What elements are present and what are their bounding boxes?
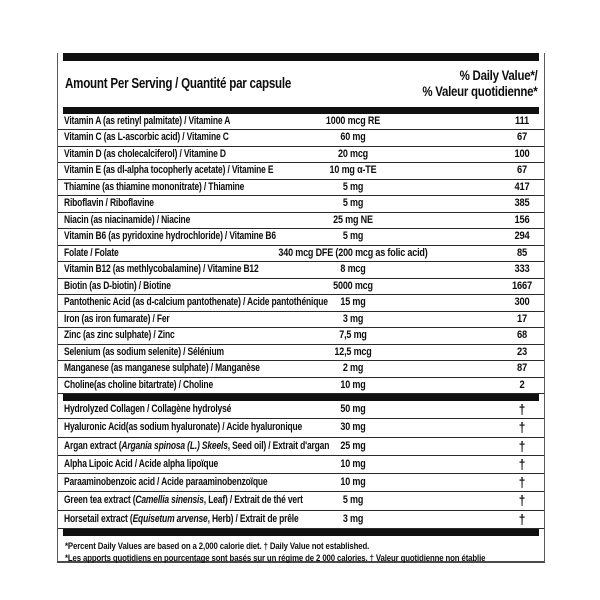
footnotes xyxy=(58,536,544,565)
table-row xyxy=(58,401,544,419)
table-row xyxy=(58,345,544,361)
nutrient-name-text: , Herb) / Extrait de prêle xyxy=(207,512,299,525)
nutrient-amount: 20 mcg xyxy=(337,147,369,160)
table-row xyxy=(58,328,544,344)
nutrient-amount: 5000 mcg xyxy=(333,279,373,292)
nutrient-name xyxy=(64,474,267,491)
nutrient-name xyxy=(64,262,259,277)
nutrient-name xyxy=(64,163,273,178)
nutrient-name xyxy=(64,312,170,327)
nutrient-amount: 1000 mcg RE xyxy=(325,115,381,127)
nutrient-amount: 10 mg xyxy=(340,476,366,489)
nutrient-amount: 10 mg xyxy=(340,378,366,391)
nutrient-daily-value: 68 xyxy=(516,329,528,342)
nutrient-name-text: Vitamin A (as retinyl palmitate) / Vitamine A xyxy=(64,115,231,127)
nutrient-daily-value: 85 xyxy=(516,246,528,259)
nutrient-name-text: Alpha Lipoic Acid / Acide alpha lipoïque xyxy=(64,457,219,470)
nutrient-name xyxy=(64,279,171,294)
daily-value-title xyxy=(422,68,537,100)
nutrient-daily-value: 67 xyxy=(516,131,528,144)
nutrient-name-text: Biotin (as D-biotin) / Biotine xyxy=(64,279,171,292)
nutrient-name-text: Green tea extract ( xyxy=(64,494,136,507)
nutrient-name-text: Vitamin D (as cholecalciferol) / Vitamine D xyxy=(64,147,226,160)
nutrient-name-text: Hyaluronic Acid(as sodium hyaluronate) / Acide hyaluronique xyxy=(64,421,303,434)
nutrient-name-text: Vitamin E (as dl-alpha tocopherly acetate) / Vitamine E xyxy=(64,164,274,177)
nutrient-daily-value: † xyxy=(518,438,526,454)
nutrient-name-text: Folate / Folate xyxy=(64,246,119,259)
nutrient-amount: 3 mg xyxy=(342,312,364,325)
nutrient-name-text: , Seed oil) / Extrait d'argan xyxy=(227,439,330,452)
nutrient-name-latin: Camellia sinensis xyxy=(135,494,204,507)
nutrient-name-text: Choline(as choline bitartrate) / Choline xyxy=(64,378,213,391)
nutrient-amount: 10 mg α-TE xyxy=(329,164,377,177)
nutrient-name xyxy=(64,147,226,162)
nutrient-name-text: Pantothenic Acid (as d-calcium pantothenate) / Acide pantothénique xyxy=(64,296,328,309)
nutrient-daily-value: 300 xyxy=(514,296,530,309)
nutrient-daily-value: 333 xyxy=(514,263,530,276)
nutrient-name-text: Hydrolyzed Collagen / Collagène hydrolysé xyxy=(64,402,232,415)
nutrient-name xyxy=(64,456,218,473)
nutrient-name-text: Argan extract ( xyxy=(64,439,122,452)
daily-value-title-fr: % Valeur quotidienne* xyxy=(421,84,537,99)
nutrient-daily-value: 156 xyxy=(514,213,530,226)
separator-bar-top xyxy=(63,53,539,61)
nutrient-name-text: Vitamin B12 (as methlycobalamine) / Vitamine B12 xyxy=(64,263,259,276)
nutrient-name xyxy=(64,246,119,261)
nutrient-amount: 50 mg xyxy=(340,402,366,415)
nutrient-amount: 60 mg xyxy=(340,131,366,144)
nutrient-name-text: Selenium (as sodium selenite) / Sélénium xyxy=(64,345,224,358)
table-row xyxy=(58,492,544,510)
nutrient-name xyxy=(64,378,213,393)
amount-per-serving-title: Amount Per Serving / Quantité par capsule xyxy=(65,76,292,92)
footnote-fr: *Les apports quotidiens en pourcentage sont basés sur un régime de 2 000 calories. † Valeur quotidienne non établie xyxy=(65,553,486,564)
nutrient-name-text: Zinc (as zinc sulphate) / Zinc xyxy=(64,329,175,342)
table-row xyxy=(58,511,544,529)
nutrient-daily-value: 385 xyxy=(514,197,530,210)
supplement-facts-panel xyxy=(57,53,545,563)
nutrient-rows-extra xyxy=(58,401,544,529)
daily-value-title-en: % Daily Value*/ xyxy=(459,68,537,84)
nutrient-name-text: Horsetail extract ( xyxy=(64,512,133,525)
nutrient-name xyxy=(64,213,190,228)
table-row xyxy=(58,229,544,245)
nutrient-name-text: , Leaf) / Extrait de thé vert xyxy=(203,494,303,507)
table-row xyxy=(58,262,544,278)
nutrient-daily-value: 87 xyxy=(516,362,528,375)
table-row xyxy=(58,213,544,229)
nutrient-amount: 5 mg xyxy=(342,230,364,243)
nutrient-daily-value: 417 xyxy=(514,180,530,193)
nutrient-amount: 12,5 mcg xyxy=(334,345,372,358)
nutrient-name xyxy=(64,345,224,360)
nutrient-name xyxy=(64,401,231,418)
nutrient-name-text: Paraaminobenzoic acid / Acide paraaminobenzoïque xyxy=(64,476,268,489)
nutrient-daily-value: † xyxy=(518,420,526,436)
separator-bar-middle xyxy=(63,394,539,401)
table-row xyxy=(58,196,544,212)
nutrient-name-latin: Argania spinosa (L.) Skeels xyxy=(121,439,228,452)
table-row xyxy=(58,419,544,437)
nutrient-daily-value: 111 xyxy=(515,115,529,127)
nutrient-amount: 5 mg xyxy=(342,197,364,210)
nutrient-amount: 340 mcg DFE (200 mcg as folic acid) xyxy=(278,246,428,259)
nutrient-amount: 25 mg xyxy=(340,439,366,452)
nutrient-amount: 15 mg xyxy=(340,296,366,309)
nutrient-daily-value: † xyxy=(518,475,526,491)
nutrient-name xyxy=(64,130,229,145)
nutrient-name-text: Vitamin B6 (as pyridoxine hydrochloride) / Vitamine B6 xyxy=(64,230,276,243)
table-row xyxy=(58,180,544,196)
nutrient-name xyxy=(64,328,175,343)
nutrient-name-text: Thiamine (as thiamine mononitrate) / Thiamine xyxy=(64,180,245,193)
table-row xyxy=(58,130,544,146)
nutrient-amount: 5 mg xyxy=(342,494,364,507)
nutrient-daily-value: 294 xyxy=(514,230,530,243)
nutrient-name xyxy=(64,180,244,195)
nutrient-daily-value: † xyxy=(518,401,526,417)
nutrient-name-text: Iron (as iron fumarate) / Fer xyxy=(64,312,170,325)
table-row xyxy=(58,295,544,311)
nutrient-amount: 10 mg xyxy=(340,457,366,470)
nutrient-name-text: Vitamin C (as L-ascorbic acid) / Vitamine C xyxy=(64,131,229,144)
table-row xyxy=(58,312,544,328)
nutrient-amount: 8 mcg xyxy=(340,263,366,276)
table-row xyxy=(58,246,544,262)
nutrient-amount: 3 mg xyxy=(342,512,364,525)
nutrient-name xyxy=(64,361,260,376)
nutrient-amount: 7,5 mg xyxy=(339,329,367,342)
nutrient-daily-value: † xyxy=(518,511,526,527)
table-row xyxy=(58,114,544,130)
nutrient-name-latin: Equisetum arvense xyxy=(132,512,208,525)
table-row xyxy=(58,438,544,456)
facts-header xyxy=(58,61,544,107)
table-row xyxy=(58,147,544,163)
separator-bar-header xyxy=(63,107,539,114)
table-row xyxy=(58,456,544,474)
nutrient-daily-value: 1667 xyxy=(511,279,533,292)
table-row xyxy=(58,378,544,394)
nutrient-daily-value: 100 xyxy=(514,147,530,160)
nutrient-daily-value: 2 xyxy=(519,378,525,391)
table-row xyxy=(58,361,544,377)
nutrient-daily-value: 67 xyxy=(516,164,528,177)
nutrient-name xyxy=(64,229,276,244)
table-row xyxy=(58,163,544,179)
footnote-en: *Percent Daily Values are based on a 2,000 calorie diet. † Daily Value not established. xyxy=(65,540,370,551)
nutrient-amount: 25 mg NE xyxy=(333,213,373,226)
nutrient-amount: 30 mg xyxy=(340,421,366,434)
nutrient-name xyxy=(64,196,154,211)
nutrient-amount: 5 mg xyxy=(342,180,364,193)
nutrient-name xyxy=(64,114,230,129)
table-row xyxy=(58,279,544,295)
nutrient-daily-value: 23 xyxy=(516,345,528,358)
nutrient-daily-value: † xyxy=(518,493,526,509)
nutrient-name-text: Riboflavin / Riboflavine xyxy=(64,197,154,210)
nutrient-name-text: Manganese (as manganese sulphate) / Manganèse xyxy=(64,362,260,375)
table-row xyxy=(58,474,544,492)
nutrient-name-text: Niacin (as niacinamide) / Niacine xyxy=(64,213,191,226)
nutrient-rows-main xyxy=(58,114,544,394)
nutrient-amount: 2 mg xyxy=(342,362,364,375)
separator-bar-bottom xyxy=(63,529,539,536)
nutrient-daily-value: † xyxy=(518,456,526,472)
nutrient-daily-value: 17 xyxy=(516,312,528,325)
